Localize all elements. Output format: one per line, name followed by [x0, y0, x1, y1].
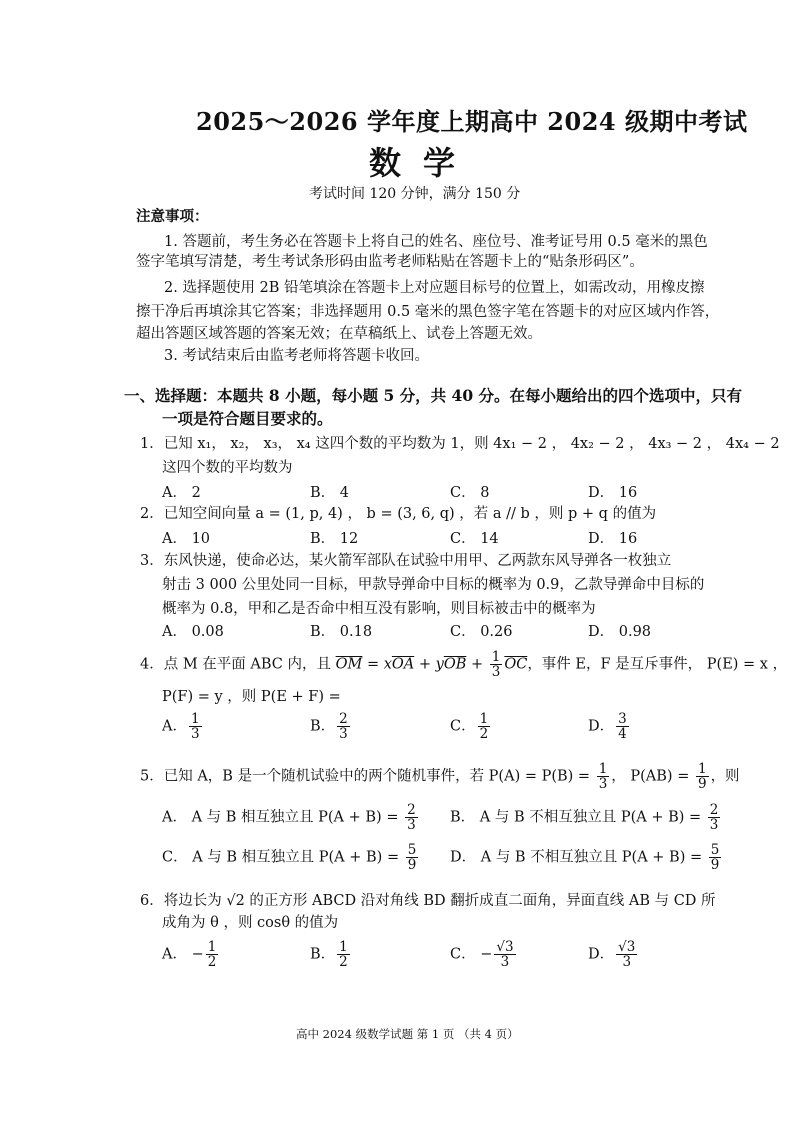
section-heading-line-1: 一、选择题：本题共 8 小题，每小题 5 分，共 40 分。在每小题给出的四个选项中，只有	[124, 386, 743, 405]
q5-option-c-num: 5	[407, 842, 417, 858]
q5-option-b-den: 3	[709, 817, 719, 834]
q6-option-a-label: A． −	[162, 946, 204, 963]
q4-option-a-frac	[189, 712, 202, 741]
q4-option-d	[588, 712, 631, 741]
q2-option-d: D． 16	[588, 531, 638, 547]
notice-heading	[136, 205, 209, 226]
q3-option-d: D． 0.98	[588, 624, 652, 640]
q5-option-a	[162, 803, 420, 832]
q6-option-a	[162, 940, 220, 969]
q6-option-b-num: 1	[339, 939, 348, 955]
q6-option-b-label: B．	[310, 946, 336, 963]
q1-option-d: D． 16	[588, 485, 638, 501]
q5-lead-text: 5．已知 A，B 是一个随机试验中的两个随机事件，若 P(A) = P(B) =	[140, 768, 595, 785]
q4-stem-line-1	[140, 650, 787, 679]
q4-fraction-den: 3	[491, 664, 501, 681]
q5-frac-1-den: 3	[598, 776, 608, 793]
q4-option-c-den: 2	[479, 726, 489, 743]
q4-plus-y: + y	[414, 656, 444, 673]
exam-info: 考试时间 120 分钟，满分 150 分	[309, 186, 521, 202]
q1-option-b: B． 4	[310, 485, 349, 501]
q5-option-a-label: A． A 与 B 相互独立且 P(A + B) =	[162, 809, 404, 826]
q5-frac-1-num: 1	[598, 761, 608, 777]
q6-option-d	[588, 940, 639, 969]
q4-option-b-den: 3	[339, 726, 348, 743]
q3-stem-line-3: 概率为 0.8，甲和乙是否命中相互没有影响，则目标被击中的概率为	[162, 601, 596, 617]
q5-tail-text: ，则	[710, 768, 740, 785]
q2-option-a: A． 10	[162, 531, 211, 547]
q1-stem-line-2: 这四个数的平均数为	[162, 460, 293, 476]
q2-option-b: B． 12	[310, 531, 359, 547]
exam-title: 2025～2026 学年度上期高中 2024 级期中考试	[196, 107, 748, 136]
q5-option-d-num: 5	[710, 842, 720, 858]
q6-stem-line-2: 成角为 θ ，则 cosθ 的值为	[162, 915, 339, 931]
q5-option-c	[162, 843, 420, 872]
q6-option-d-num: √3	[618, 939, 636, 955]
vector-oa: $\overline{OA}$	[391, 656, 415, 673]
q5-option-d-frac	[709, 843, 722, 872]
q4-lead-text: 4．点 M 在平面 ABC 内，且	[140, 656, 336, 673]
q4-option-b-frac	[337, 712, 350, 741]
q6-option-c-label: C． −	[450, 946, 493, 963]
subject-title: 数学	[369, 144, 478, 182]
section-heading-line-2: 一项是符合题目要求的。	[162, 409, 333, 428]
q4-option-d-frac	[616, 712, 629, 741]
q3-option-a: A． 0.08	[162, 624, 224, 640]
q5-mid-text: ， P(AB) =	[611, 768, 694, 785]
q5-frac-2-den: 9	[697, 776, 707, 793]
q4-option-d-den: 4	[618, 726, 627, 743]
q4-option-a-num: 1	[190, 711, 200, 727]
q6-option-d-label: D．	[588, 946, 615, 963]
q2-stem: 2．已知空间向量 a = (1, p, 4) ， b = (3, 6, q) ，若 a // b ，则 p + q 的值为	[140, 506, 657, 522]
q6-option-c-num: √3	[496, 939, 514, 955]
q6-option-b-den: 2	[339, 954, 348, 971]
q1-stem-line-1: 1．已知 x₁， x₂， x₃， x₄ 这四个数的平均数为 1，则 4x₁ − 2 ， 4x₂ − 2 ， 4x₃ − 2 ， 4x₄ − 2	[140, 436, 780, 452]
q5-option-c-frac	[406, 843, 419, 872]
q4-option-c	[450, 712, 492, 741]
q1-option-a: A． 2	[162, 485, 201, 501]
q1-option-c: C． 8	[450, 485, 490, 501]
q3-option-b: B． 0.18	[310, 624, 373, 640]
q2-option-c: C． 14	[450, 531, 499, 547]
q6-option-c-den: 3	[500, 954, 510, 971]
q3-option-c: C． 0.26	[450, 624, 513, 640]
q4-option-c-num: 1	[479, 711, 489, 727]
vector-oc: $\overline{OC}$	[504, 656, 528, 673]
notice-line-1: 1. 答题前，考生务必在答题卡上将自己的姓名、座位号、准考证号用 0.5 毫米的黑色	[164, 234, 708, 250]
q5-option-d	[450, 843, 723, 872]
q3-stem-line-1: 3．东风快递，使命必达，某火箭军部队在试验中用甲、乙两款东风导弹各一枚独立	[140, 553, 672, 569]
q4-option-c-frac	[478, 712, 491, 741]
q6-option-d-den: 3	[622, 954, 632, 971]
q4-option-c-label: C．	[450, 718, 476, 735]
q6-option-d-frac	[616, 940, 637, 969]
q5-option-d-label: D． A 与 B 不相互独立且 P(A + B) =	[450, 849, 707, 866]
q4-plus: +	[466, 656, 488, 673]
q5-option-b-frac	[708, 803, 721, 832]
q4-option-d-label: D．	[588, 718, 615, 735]
q5-frac-2	[696, 762, 709, 791]
q5-option-d-den: 9	[710, 857, 720, 874]
q4-eq-x: = x	[362, 656, 392, 673]
q5-option-b-num: 2	[709, 802, 719, 818]
q4-option-b-label: B．	[310, 718, 336, 735]
q6-option-a-num: 1	[207, 939, 217, 955]
q5-stem	[140, 762, 740, 791]
q4-option-b	[310, 712, 352, 741]
q5-option-c-label: C． A 与 B 相互独立且 P(A + B) =	[162, 849, 404, 866]
q5-option-a-den: 3	[407, 817, 416, 834]
notice-line-5: 超出答题区域答题的答案无效；在草稿纸上、试卷上答题无效。	[136, 326, 542, 342]
q6-option-c-frac	[494, 940, 515, 969]
q3-stem-line-2: 射击 3 000 公里处同一目标，甲款导弹命中目标的概率为 0.9，乙款导弹命中目标的	[162, 577, 705, 593]
q5-option-a-num: 2	[407, 802, 416, 818]
q4-stem-line-2: P(F) = y ，则 P(E + F) =	[162, 689, 341, 705]
q5-option-b-label: B． A 与 B 不相互独立且 P(A + B) =	[450, 809, 706, 826]
notice-line-6: 3. 考试结束后由监考老师将答题卡收回。	[164, 348, 429, 364]
q4-option-b-num: 2	[339, 711, 348, 727]
q6-option-c	[450, 940, 518, 969]
q6-option-b-frac	[337, 940, 350, 969]
q4-option-a-den: 3	[190, 726, 200, 743]
q4-fraction-num: 1	[491, 649, 501, 665]
q6-option-a-frac	[206, 940, 219, 969]
notice-line-3: 2. 选择题使用 2B 铅笔填涂在答题卡上对应题目标号的位置上，如需改动，用橡皮擦	[164, 280, 705, 296]
q5-frac-2-num: 1	[697, 761, 707, 777]
notice-line-4: 擦干净后再填涂其它答案；非选择题用 0.5 毫米的黑色签字笔在答题卡的对应区域内作答，	[136, 304, 720, 320]
q4-fraction	[490, 650, 503, 679]
q5-frac-1	[597, 762, 610, 791]
vector-ob: $\overline{OB}$	[443, 656, 467, 673]
q4-tail-text: ，事件 E，F 是互斥事件， P(E) = x ，	[527, 656, 788, 673]
vector-om: $\overline{OM}$	[335, 656, 363, 673]
q4-option-a-label: A．	[162, 718, 187, 735]
notice-heading-text: 注意事项：	[136, 208, 209, 225]
q6-option-b	[310, 940, 352, 969]
q5-option-b	[450, 803, 722, 832]
q5-option-a-frac	[405, 803, 418, 832]
q4-option-d-num: 3	[618, 711, 627, 727]
q6-option-a-den: 2	[207, 954, 217, 971]
q4-option-a	[162, 712, 204, 741]
notice-line-2: 签字笔填写清楚，考生考试条形码由监考老师粘贴在答题卡上的“贴条形码区”。	[136, 254, 644, 270]
q6-stem-line-1: 6．将边长为 √2 的正方形 ABCD 沿对角线 BD 翻折成直二面角，异面直线 AB 与 CD 所	[140, 893, 716, 909]
page-footer: 高中 2024 级数学试题 第 1 页 （共 4 页）	[296, 1027, 519, 1041]
q5-option-c-den: 9	[407, 857, 417, 874]
